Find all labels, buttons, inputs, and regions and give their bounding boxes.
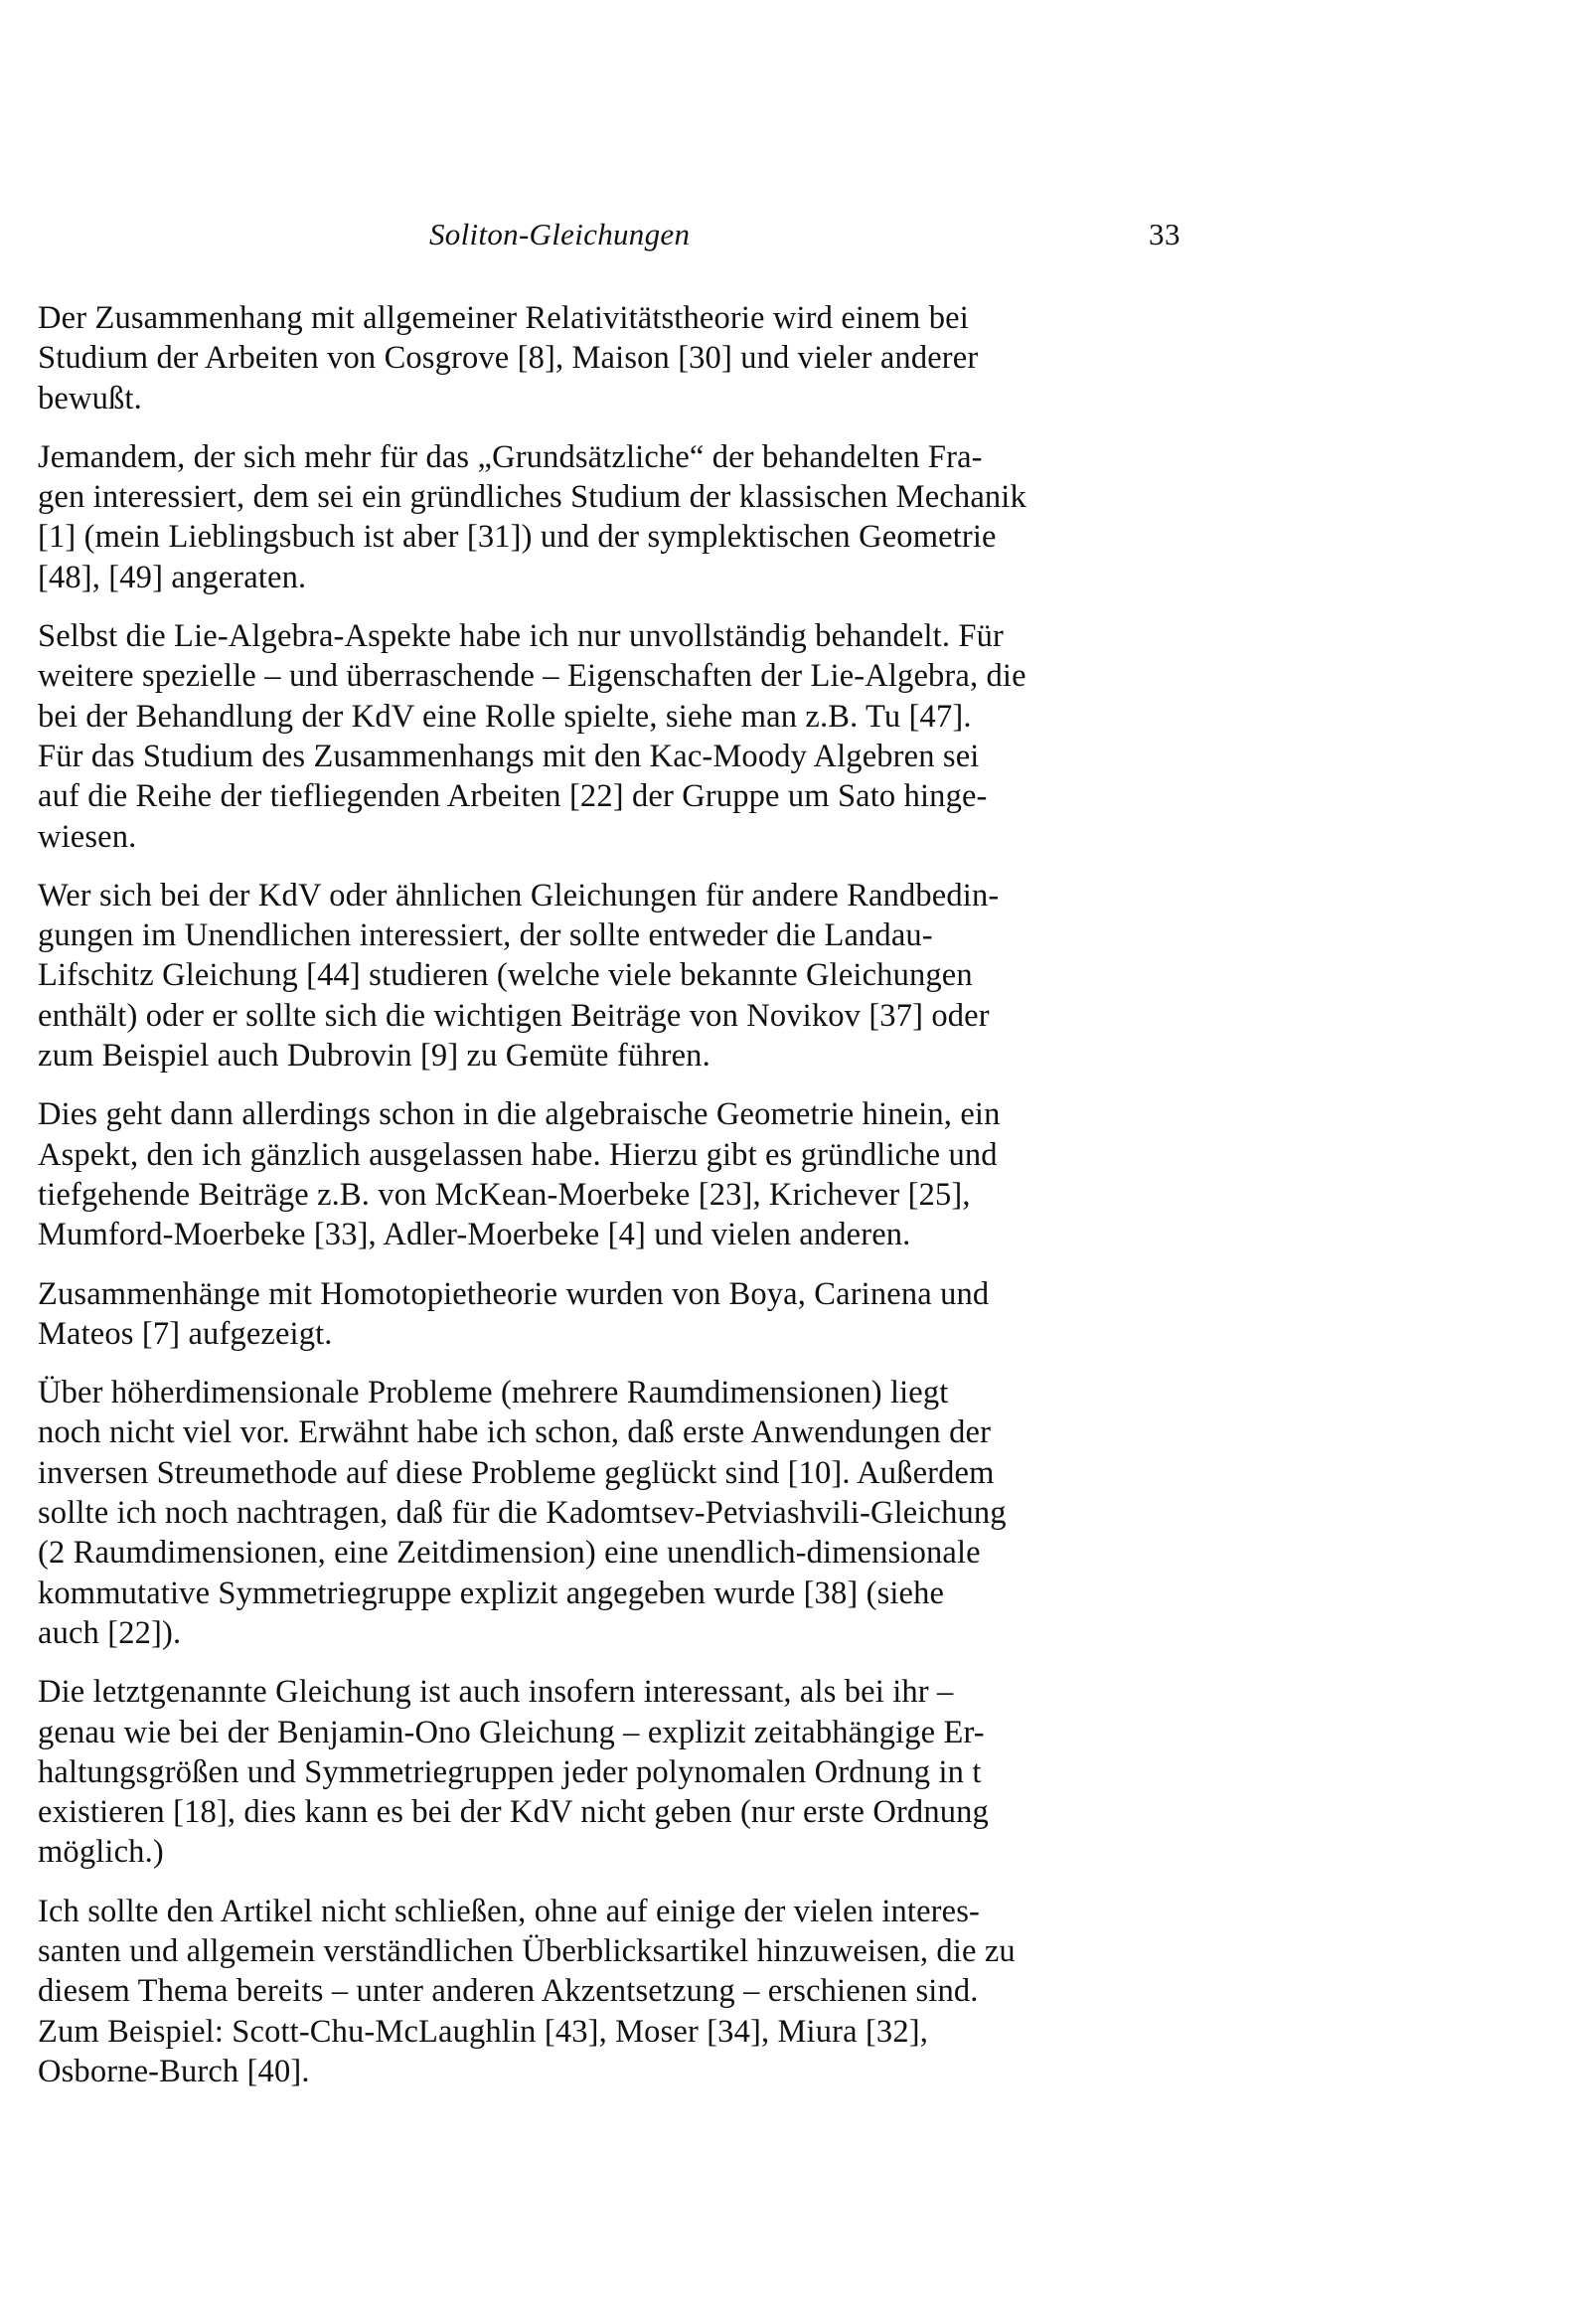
- text-line: diesem Thema bereits – unter anderen Akzentsetzung – erschienen sind.: [38, 1973, 979, 2010]
- text-line: [1] (mein Lieblingsbuch ist aber [31]) und der symplektischen Geometrie: [38, 519, 997, 556]
- paragraph: [38, 437, 1240, 597]
- text-line: kommutative Symmetriegruppe explizit angegeben wurde [38] (siehe: [38, 1575, 945, 1611]
- text-line: santen und allgemein verständlichen Überblicksartikel hinzuweisen, die zu: [38, 1932, 1016, 1969]
- text-line: Jemandem, der sich mehr für das „Grundsätzliche“ der behandelten Fra-: [38, 438, 983, 475]
- text-line: wiesen.: [38, 818, 137, 855]
- text-line: zum Beispiel auch Dubrovin [9] zu Gemüte führen.: [38, 1038, 710, 1075]
- text-line: existieren [18], dies kann es bei der KdV nicht geben (nur erste Ordnung: [38, 1794, 989, 1831]
- text-line: enthält) oder er sollte sich die wichtigen Beiträge von Novikov [37] oder: [38, 997, 990, 1034]
- paragraph: [38, 298, 1240, 418]
- text-line: Dies geht dann allerdings schon in die algebraische Geometrie hinein, ein: [38, 1096, 1001, 1133]
- paragraph: [38, 1672, 1240, 1872]
- text-line: Selbst die Lie-Algebra-Aspekte habe ich nur unvollständig behandelt. Für: [38, 618, 1005, 655]
- text-line: gungen im Unendlichen interessiert, der sollte entweder die Landau-: [38, 917, 933, 954]
- paragraph: [38, 1094, 1240, 1254]
- text-line: haltungsgrößen und Symmetriegruppen jeder polynomalen Ordnung in t: [38, 1753, 982, 1790]
- text-line: Die letztgenannte Gleichung ist auch insofern interessant, als bei ihr –: [38, 1674, 954, 1711]
- text-line: sollte ich noch nachtragen, daß für die Kadomtsev-Petviashvili-Gleichung: [38, 1495, 1007, 1532]
- paragraph: [38, 1892, 1240, 2091]
- text-line: Ich sollte den Artikel nicht schließen, ohne auf einige der vielen interes-: [38, 1893, 981, 1929]
- text-line: tiefgehende Beiträge z.B. von McKean-Moerbeke [23], Krichever [25],: [38, 1176, 971, 1213]
- text-line: Aspekt, den ich gänzlich ausgelassen habe. Hierzu gibt es gründliche und: [38, 1136, 998, 1173]
- running-title: Soliton-Gleichungen: [429, 217, 691, 251]
- text-line: möglich.): [38, 1834, 164, 1871]
- text-line: noch nicht viel vor. Erwähnt habe ich schon, daß erste Anwendungen der: [38, 1414, 992, 1451]
- text-line: auf die Reihe der tiefliegenden Arbeiten [22] der Gruppe um Sato hinge-: [38, 778, 988, 815]
- text-line: weitere spezielle – und überraschende – Eigenschaften der Lie-Algebra, die: [38, 658, 1026, 695]
- paragraph: [38, 876, 1240, 1076]
- body-text: [38, 298, 1240, 2110]
- paragraph: [38, 1373, 1240, 1653]
- text-line: genau wie bei der Benjamin-Ono Gleichung – explizit zeitabhängige Er-: [38, 1714, 985, 1750]
- text-line: Osborne-Burch [40].: [38, 2053, 310, 2089]
- text-line: Mateos [7] aufgezeigt.: [38, 1315, 333, 1352]
- text-line: auch [22]).: [38, 1614, 182, 1651]
- text-line: Mumford-Moerbeke [33], Adler-Moerbeke [4] und vielen anderen.: [38, 1217, 911, 1253]
- text-line: Zum Beispiel: Scott-Chu-McLaughlin [43], Moser [34], Miura [32],: [38, 2013, 928, 2050]
- text-line: Für das Studium des Zusammenhangs mit den Kac-Moody Algebren sei: [38, 738, 980, 774]
- text-line: [48], [49] angeraten.: [38, 559, 307, 595]
- text-line: Studium der Arbeiten von Cosgrove [8], Maison [30] und vieler anderer: [38, 340, 979, 377]
- text-line: gen interessiert, dem sei ein gründliches Studium der klassischen Mechanik: [38, 479, 1026, 516]
- text-line: Lifschitz Gleichung [44] studieren (welche viele bekannte Gleichungen: [38, 957, 973, 994]
- text-line: Über höherdimensionale Probleme (mehrere Raumdimensionen) liegt: [38, 1375, 949, 1411]
- text-line: (2 Raumdimensionen, eine Zeitdimension) eine unendlich-dimensionale: [38, 1535, 981, 1572]
- text-line: Wer sich bei der KdV oder ähnlichen Gleichungen für andere Randbedin-: [38, 877, 1000, 913]
- text-line: Zusammenhänge mit Homotopietheorie wurden von Boya, Carinena und: [38, 1275, 990, 1312]
- paragraph: [38, 1274, 1240, 1355]
- text-line: bei der Behandlung der KdV eine Rolle spielte, siehe man z.B. Tu [47].: [38, 698, 972, 735]
- text-line: inversen Streumethode auf diese Probleme geglückt sind [10]. Außerdem: [38, 1454, 995, 1491]
- paragraph: [38, 616, 1240, 857]
- text-line: bewußt.: [38, 380, 142, 416]
- text-line: Der Zusammenhang mit allgemeiner Relativitätstheorie wird einem bei: [38, 300, 969, 336]
- page-number: 33: [1149, 217, 1181, 251]
